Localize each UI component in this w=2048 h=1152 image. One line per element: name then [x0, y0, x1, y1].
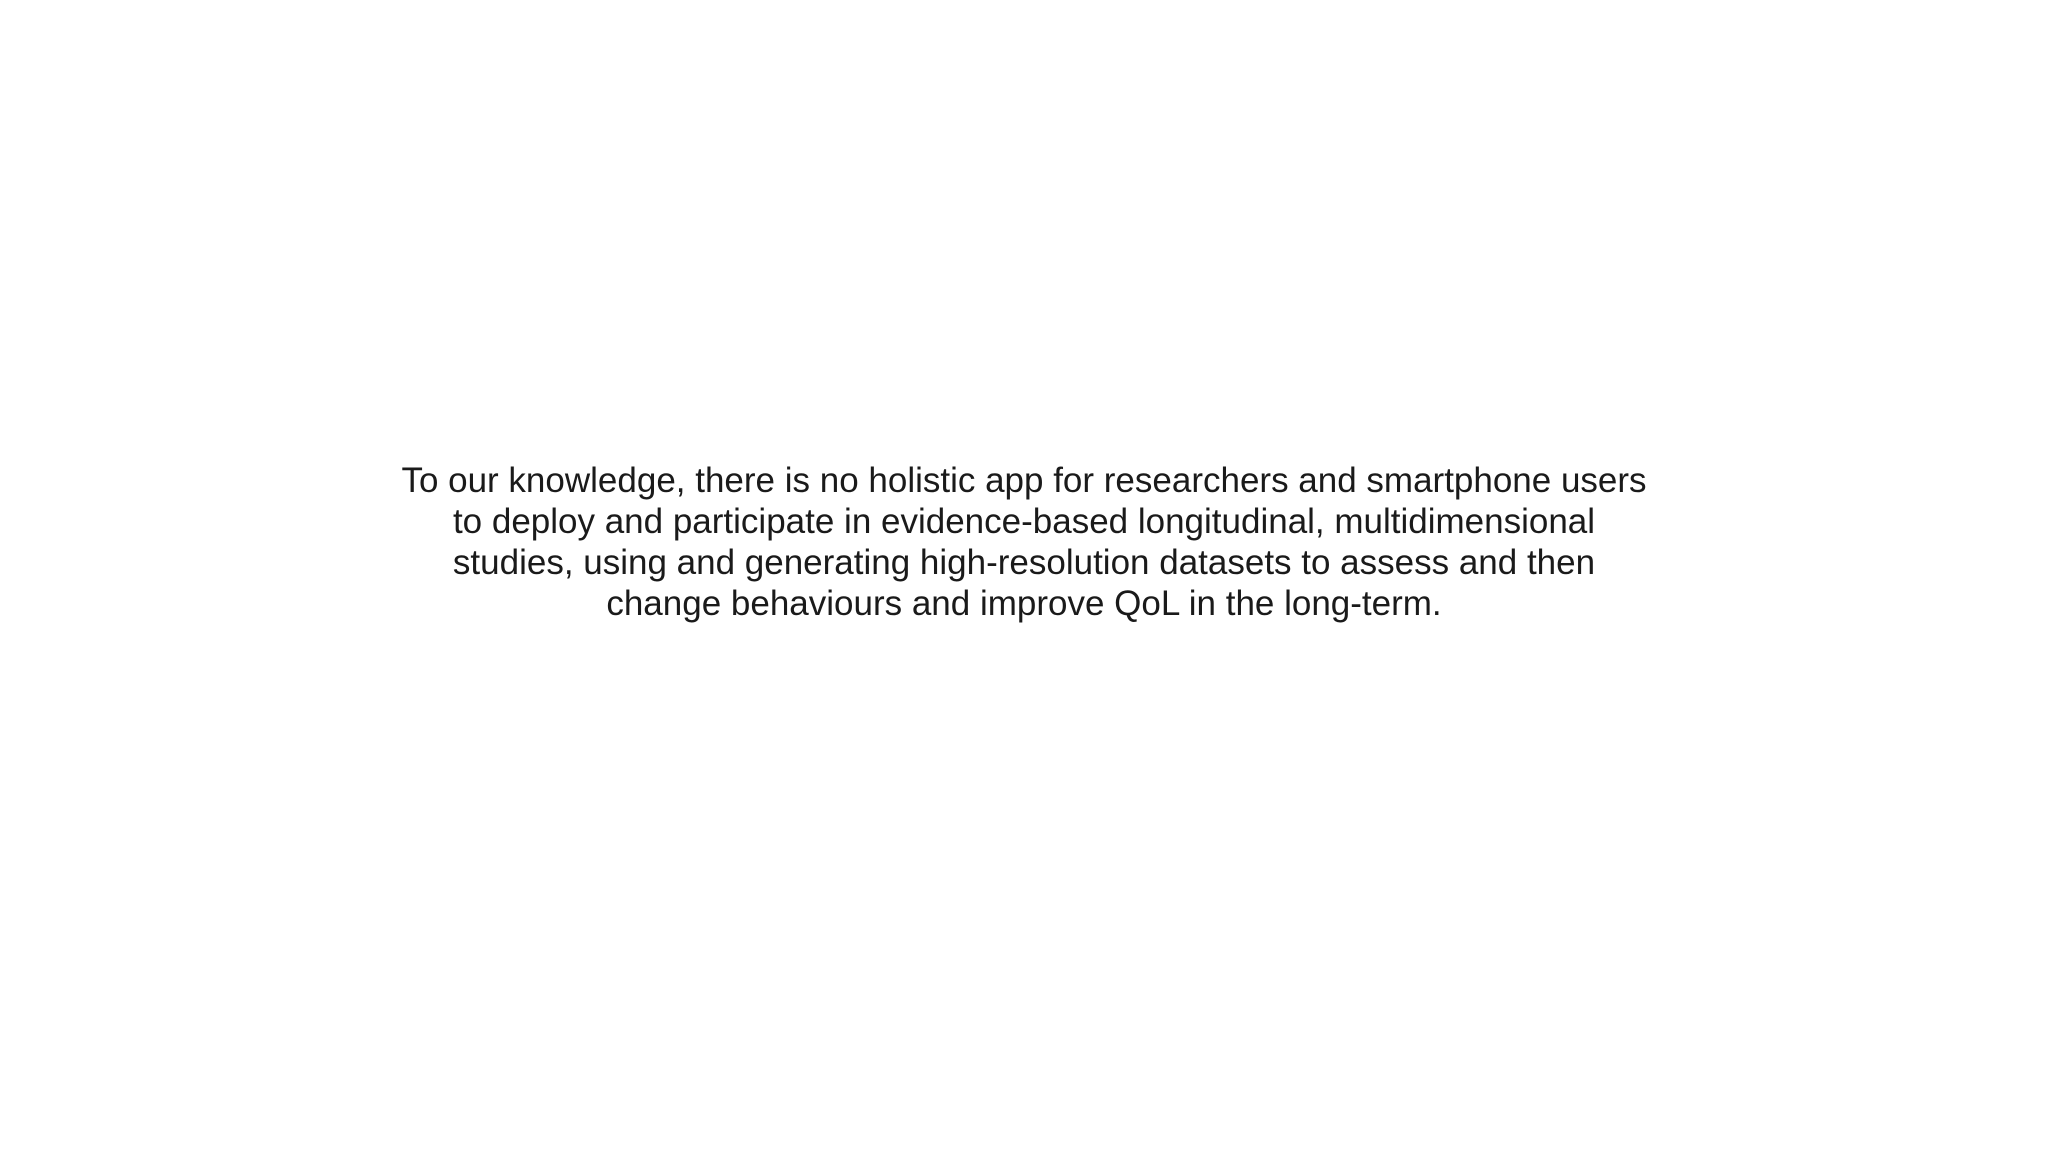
statement-line: to deploy and participate in evidence-based longitudinal, multidimensional	[452, 502, 1596, 541]
statement-text	[0, 460, 2048, 624]
statement-line: change behaviours and improve QoL in the long-term.	[606, 584, 1442, 623]
statement-line: To our knowledge, there is no holistic app for researchers and smartphone users	[401, 461, 1647, 500]
statement-line: studies, using and generating high-resolution datasets to assess and then	[452, 543, 1596, 582]
